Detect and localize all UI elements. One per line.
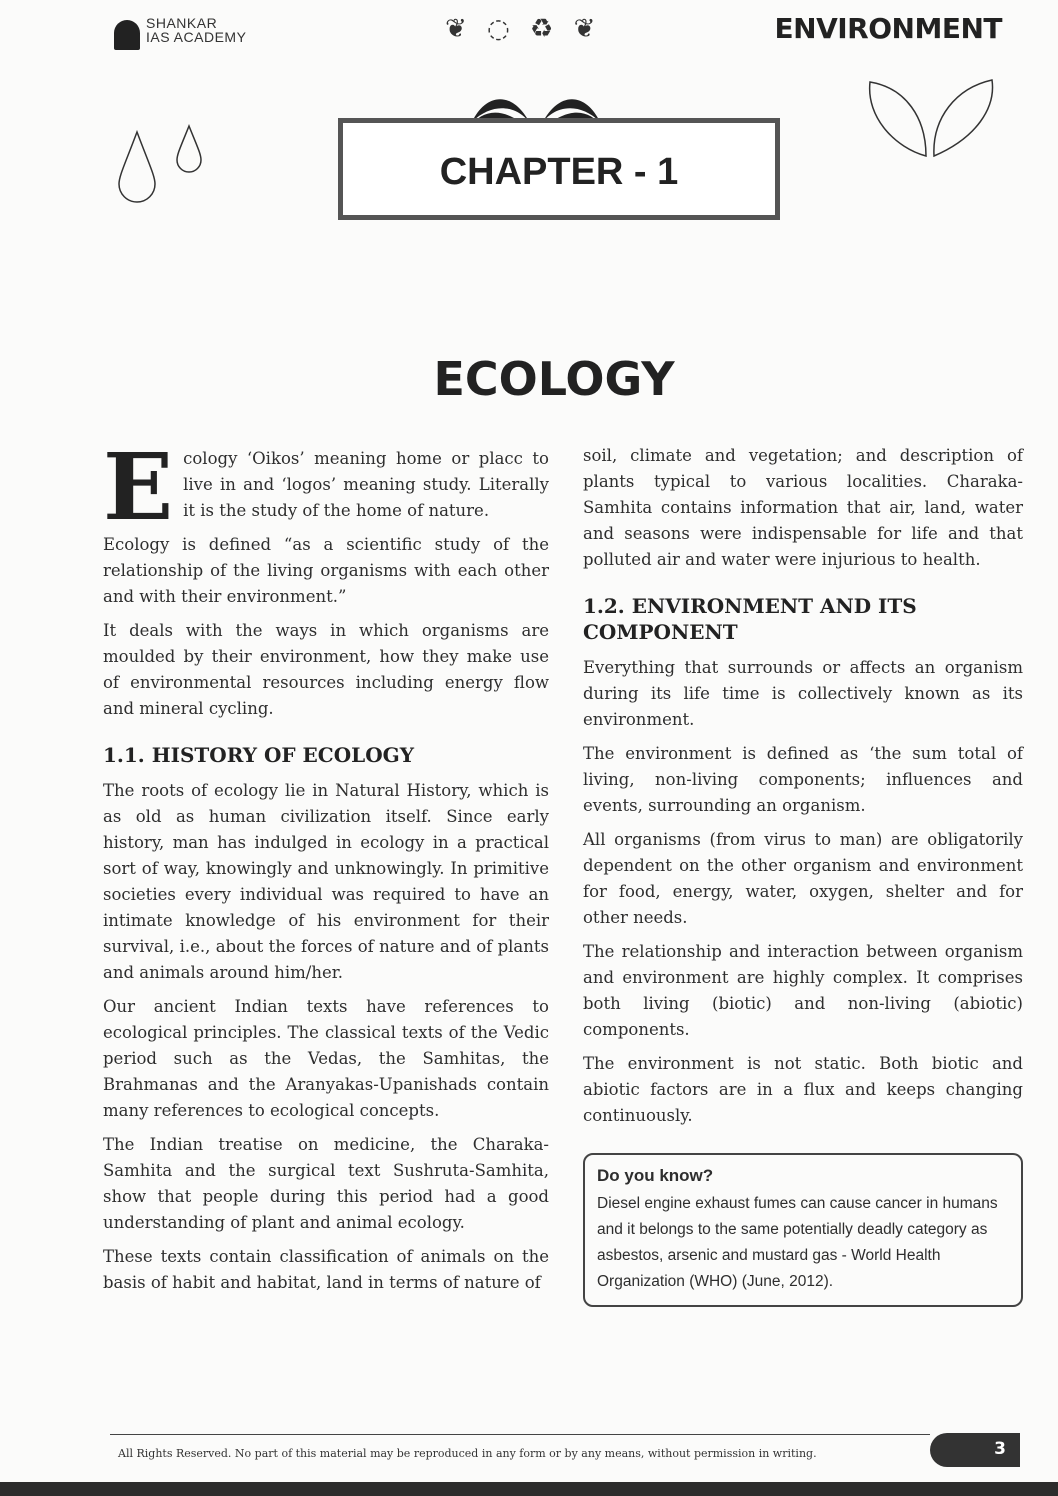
paragraph: The Indian treatise on medicine, the Charaka-Samhita and the surgical text Sushruta-Samhita, show that people during this period had a good understanding of plant and animal ecology.	[103, 1135, 549, 1232]
paragraph: It deals with the ways in which organisms are moulded by their environment, how they make use of environmental resources including energy flow and mineral cycling.	[103, 621, 549, 718]
paragraph: Our ancient Indian texts have references to ecological principles. The classical texts of the Vedic period such as the Vedas, the Samhitas, the Brahmanas and the Aranyakas-Upanishads contain many references to ecological concepts.	[103, 997, 549, 1120]
chapter-number: CHAPTER - 1	[439, 151, 679, 193]
chapter-banner	[338, 118, 780, 220]
do-you-know-box	[583, 1153, 1023, 1307]
paragraph: All organisms (from virus to man) are obligatorily dependent on the other organism and environment for food, energy, water, oxygen, shelter and for other needs.	[583, 830, 1023, 927]
brand-name	[146, 16, 246, 44]
academy-logo-icon	[114, 20, 140, 50]
drop-cap: E	[103, 433, 174, 541]
left-column	[103, 433, 549, 1304]
section-title: ENVIRONMENT	[774, 12, 1002, 45]
paragraph: The environment is not static. Both biotic and abiotic factors are in a flux and keeps changing continuously.	[583, 1054, 1023, 1125]
section-heading-1-1: 1.1. HISTORY OF ECOLOGY	[103, 743, 414, 767]
copyright-notice: All Rights Reserved. No part of this material may be reproduced in any form or by any means, without permission in writing.	[118, 1447, 817, 1460]
leaves-icon	[866, 78, 996, 158]
chapter-title: ECOLOGY	[433, 352, 675, 406]
right-column	[583, 443, 1023, 1307]
page-number: 3	[930, 1433, 1020, 1467]
paragraph: soil, climate and vegetation; and description of plants typical to various localities. Charaka- Samhita contains information that air, land, water and seasons were indispensable for life and that polluted air and water were injurious to health.	[583, 446, 1023, 569]
box-title: Do you know?	[597, 1166, 714, 1185]
box-text: Diesel engine exhaust fumes can cause cancer in humans and it belongs to the same potentially deadly category as asbestos, arsenic and mustard gas - World Health Organization (WHO) (June, 2012).	[597, 1195, 998, 1290]
paragraph: These texts contain classification of animals on the basis of habit and habitat, land in terms of nature of	[103, 1247, 549, 1292]
intro-paragraph	[103, 433, 549, 541]
paragraph: Everything that surrounds or affects an organism during its life time is collectively known as its environment.	[583, 658, 1023, 729]
water-drops-icon	[115, 124, 225, 204]
brand-line-1: SHANKAR	[146, 15, 218, 31]
footer-divider	[110, 1434, 930, 1435]
leaf-drop-recycle-icons: ❦ ◌ ♻ ❦	[445, 14, 602, 44]
paragraph: Ecology is defined “as a scientific study of the relationship of the living organisms with each other and with their environment.”	[103, 535, 549, 606]
paragraph: The environment is defined as ‘the sum total of living, non-living components; influences and events, surrounding an organism.	[583, 744, 1023, 815]
scan-edge	[0, 1482, 1058, 1496]
section-heading-1-2: 1.2. ENVIRONMENT AND ITS COMPONENT	[583, 594, 917, 644]
intro-text: cology ‘Oikos’ meaning home or placc to live in and ‘logos’ meaning study. Literally it is the study of the home of nature.	[183, 449, 549, 520]
brand-line-2: IAS ACADEMY	[146, 29, 247, 45]
paragraph: The roots of ecology lie in Natural History, which is as old as human civilization itself. Since early history, man has indulged in ecology in a practical sort of way, knowingly and unknowingly. In primitive societies every individual was required to have an intimate knowledge of his environment for their survival, i.e., about the forces of nature and of plants and animals around him/her.	[103, 781, 549, 982]
paragraph: The relationship and interaction between organism and environment are highly complex. It comprises both living (biotic) and non-living (abiotic) components.	[583, 942, 1023, 1039]
